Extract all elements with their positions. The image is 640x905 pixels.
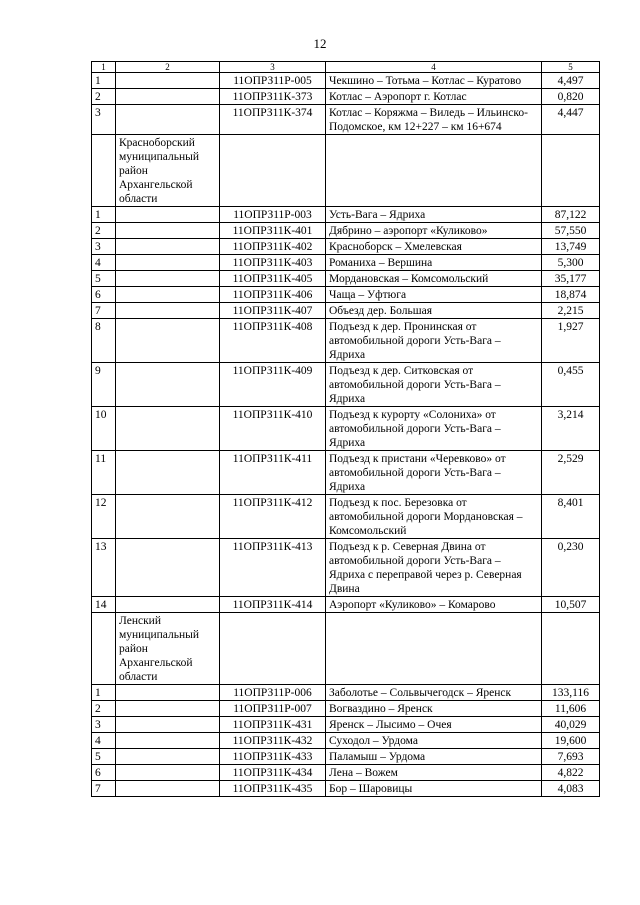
column-header: 3 — [220, 62, 326, 73]
table-row — [92, 749, 600, 765]
district-name — [116, 749, 220, 765]
road-name: Романиха – Вершина — [326, 255, 542, 271]
road-code: 11ОПРЗ11К-414 — [220, 597, 326, 613]
table-row — [92, 539, 600, 597]
road-code: 11ОПРЗ11К-411 — [220, 451, 326, 495]
road-code: 11ОПРЗ11Р-005 — [220, 73, 326, 89]
district-name — [116, 685, 220, 701]
road-length: 133,116 — [542, 685, 600, 701]
road-code: 11ОПРЗ11К-401 — [220, 223, 326, 239]
district-name: Ленский муниципальный район Архангельской области — [116, 613, 220, 685]
table-row — [92, 207, 600, 223]
road-name: Объезд дер. Большая — [326, 303, 542, 319]
district-name — [116, 287, 220, 303]
table-row — [92, 271, 600, 287]
table-row — [92, 495, 600, 539]
row-number: 14 — [92, 597, 116, 613]
table-row — [92, 597, 600, 613]
road-length: 8,401 — [542, 495, 600, 539]
district-name — [116, 781, 220, 797]
road-length: 57,550 — [542, 223, 600, 239]
row-number: 2 — [92, 701, 116, 717]
row-number: 2 — [92, 223, 116, 239]
district-name — [116, 73, 220, 89]
road-length: 5,300 — [542, 255, 600, 271]
road-length: 4,822 — [542, 765, 600, 781]
table-row — [92, 73, 600, 89]
table-row — [92, 781, 600, 797]
row-number: 1 — [92, 685, 116, 701]
district-name — [116, 765, 220, 781]
table-row — [92, 733, 600, 749]
road-name: Усть-Вага – Ядриха — [326, 207, 542, 223]
row-number: 8 — [92, 319, 116, 363]
row-number: 4 — [92, 255, 116, 271]
road-name — [326, 135, 542, 207]
district-name — [116, 717, 220, 733]
road-length: 87,122 — [542, 207, 600, 223]
road-length — [542, 613, 600, 685]
road-length: 0,455 — [542, 363, 600, 407]
column-header: 1 — [92, 62, 116, 73]
road-length: 2,215 — [542, 303, 600, 319]
road-code: 11ОПРЗ11К-434 — [220, 765, 326, 781]
road-name: Заболотье – Сольвычегодск – Яренск — [326, 685, 542, 701]
road-name: Подъезд к курорту «Солониха» от автомобильной дороги Усть-Вага – Ядриха — [326, 407, 542, 451]
table-row — [92, 451, 600, 495]
road-name: Котлас – Коряжма – Виледь – Ильинско-Подомское, км 12+227 – км 16+674 — [326, 105, 542, 135]
row-number: 12 — [92, 495, 116, 539]
row-number: 5 — [92, 271, 116, 287]
district-row — [92, 613, 600, 685]
table-row — [92, 407, 600, 451]
row-number: 3 — [92, 717, 116, 733]
road-code: 11ОПРЗ11К-403 — [220, 255, 326, 271]
road-name: Лена – Вожем — [326, 765, 542, 781]
row-number: 13 — [92, 539, 116, 597]
district-name — [116, 319, 220, 363]
road-name: Красноборск – Хмелевская — [326, 239, 542, 255]
row-number: 6 — [92, 765, 116, 781]
district-name — [116, 539, 220, 597]
table-row — [92, 287, 600, 303]
row-number: 4 — [92, 733, 116, 749]
road-code: 11ОПРЗ11К-405 — [220, 271, 326, 287]
district-name — [116, 207, 220, 223]
road-code: 11ОПРЗ11Р-007 — [220, 701, 326, 717]
road-name: Яренск – Лысимо – Очея — [326, 717, 542, 733]
row-number: 1 — [92, 73, 116, 89]
road-length: 10,507 — [542, 597, 600, 613]
road-code — [220, 135, 326, 207]
column-header: 2 — [116, 62, 220, 73]
district-name — [116, 223, 220, 239]
district-name: Красноборский муниципальный район Архангельской области — [116, 135, 220, 207]
row-number: 11 — [92, 451, 116, 495]
row-number: 2 — [92, 89, 116, 105]
road-length: 4,083 — [542, 781, 600, 797]
district-name — [116, 407, 220, 451]
district-name — [116, 303, 220, 319]
table-row — [92, 105, 600, 135]
road-name: Подъезд к р. Северная Двина от автомобильной дороги Усть-Вага – Ядриха с переправой через р. Северная Двина — [326, 539, 542, 597]
district-name — [116, 271, 220, 287]
row-number — [92, 613, 116, 685]
table-row — [92, 303, 600, 319]
row-number — [92, 135, 116, 207]
row-number: 3 — [92, 105, 116, 135]
road-code: 11ОПРЗ11К-373 — [220, 89, 326, 105]
road-name: Бор – Шаровицы — [326, 781, 542, 797]
district-name — [116, 701, 220, 717]
road-code: 11ОПРЗ11К-412 — [220, 495, 326, 539]
row-number: 9 — [92, 363, 116, 407]
road-name: Котлас – Аэропорт г. Котлас — [326, 89, 542, 105]
district-name — [116, 733, 220, 749]
page-number: 12 — [313, 36, 327, 51]
row-number: 6 — [92, 287, 116, 303]
road-name: Чекшино – Тотьма – Котлас – Куратово — [326, 73, 542, 89]
row-number: 7 — [92, 781, 116, 797]
row-number: 10 — [92, 407, 116, 451]
road-name: Аэропорт «Куликово» – Комарово — [326, 597, 542, 613]
table-row — [92, 239, 600, 255]
table-row — [92, 223, 600, 239]
roads-table — [91, 61, 600, 797]
road-length: 0,820 — [542, 89, 600, 105]
road-code: 11ОПРЗ11К-410 — [220, 407, 326, 451]
road-code: 11ОПРЗ11Р-006 — [220, 685, 326, 701]
road-code: 11ОПРЗ11К-431 — [220, 717, 326, 733]
column-header: 5 — [542, 62, 600, 73]
table-row — [92, 363, 600, 407]
district-name — [116, 363, 220, 407]
district-name — [116, 495, 220, 539]
table-header-row — [92, 62, 600, 73]
road-length: 11,606 — [542, 701, 600, 717]
table-row — [92, 319, 600, 363]
row-number: 7 — [92, 303, 116, 319]
table-row — [92, 765, 600, 781]
road-name — [326, 613, 542, 685]
road-name: Подъезд к дер. Пронинская от автомобильной дороги Усть-Вага – Ядриха — [326, 319, 542, 363]
road-name: Паламыш – Урдома — [326, 749, 542, 765]
road-length: 3,214 — [542, 407, 600, 451]
road-code — [220, 613, 326, 685]
column-header: 4 — [326, 62, 542, 73]
row-number: 5 — [92, 749, 116, 765]
road-length: 18,874 — [542, 287, 600, 303]
road-length: 2,529 — [542, 451, 600, 495]
district-name — [116, 105, 220, 135]
road-length: 13,749 — [542, 239, 600, 255]
road-code: 11ОПРЗ11К-402 — [220, 239, 326, 255]
road-name: Мордановская – Комсомольский — [326, 271, 542, 287]
road-name: Подъезд к дер. Ситковская от автомобильной дороги Усть-Вага – Ядриха — [326, 363, 542, 407]
road-length: 1,927 — [542, 319, 600, 363]
road-length: 35,177 — [542, 271, 600, 287]
row-number: 3 — [92, 239, 116, 255]
road-code: 11ОПРЗ11К-407 — [220, 303, 326, 319]
road-code: 11ОПРЗ11К-408 — [220, 319, 326, 363]
district-name — [116, 597, 220, 613]
road-code: 11ОПРЗ11К-432 — [220, 733, 326, 749]
road-length: 19,600 — [542, 733, 600, 749]
road-length: 4,497 — [542, 73, 600, 89]
road-code: 11ОПРЗ11К-435 — [220, 781, 326, 797]
district-name — [116, 239, 220, 255]
road-length — [542, 135, 600, 207]
table-row — [92, 89, 600, 105]
road-name: Подъезд к пристани «Черевково» от автомобильной дороги Усть-Вага – Ядриха — [326, 451, 542, 495]
road-code: 11ОПРЗ11К-374 — [220, 105, 326, 135]
road-name: Вогваздино – Яренск — [326, 701, 542, 717]
road-code: 11ОПРЗ11К-413 — [220, 539, 326, 597]
district-row — [92, 135, 600, 207]
district-name — [116, 451, 220, 495]
district-name — [116, 89, 220, 105]
road-name: Суходол – Урдома — [326, 733, 542, 749]
road-code: 11ОПРЗ11К-406 — [220, 287, 326, 303]
road-length: 0,230 — [542, 539, 600, 597]
road-code: 11ОПРЗ11Р-003 — [220, 207, 326, 223]
road-length: 7,693 — [542, 749, 600, 765]
road-length: 4,447 — [542, 105, 600, 135]
road-name: Подъезд к пос. Березовка от автомобильной дороги Мордановская – Комсомольский — [326, 495, 542, 539]
district-name — [116, 255, 220, 271]
table-row — [92, 717, 600, 733]
row-number: 1 — [92, 207, 116, 223]
road-code: 11ОПРЗ11К-409 — [220, 363, 326, 407]
table-row — [92, 685, 600, 701]
road-name: Чаща – Уфтюга — [326, 287, 542, 303]
road-code: 11ОПРЗ11К-433 — [220, 749, 326, 765]
table-row — [92, 701, 600, 717]
road-name: Дябрино – аэропорт «Куликово» — [326, 223, 542, 239]
table-row — [92, 255, 600, 271]
road-length: 40,029 — [542, 717, 600, 733]
